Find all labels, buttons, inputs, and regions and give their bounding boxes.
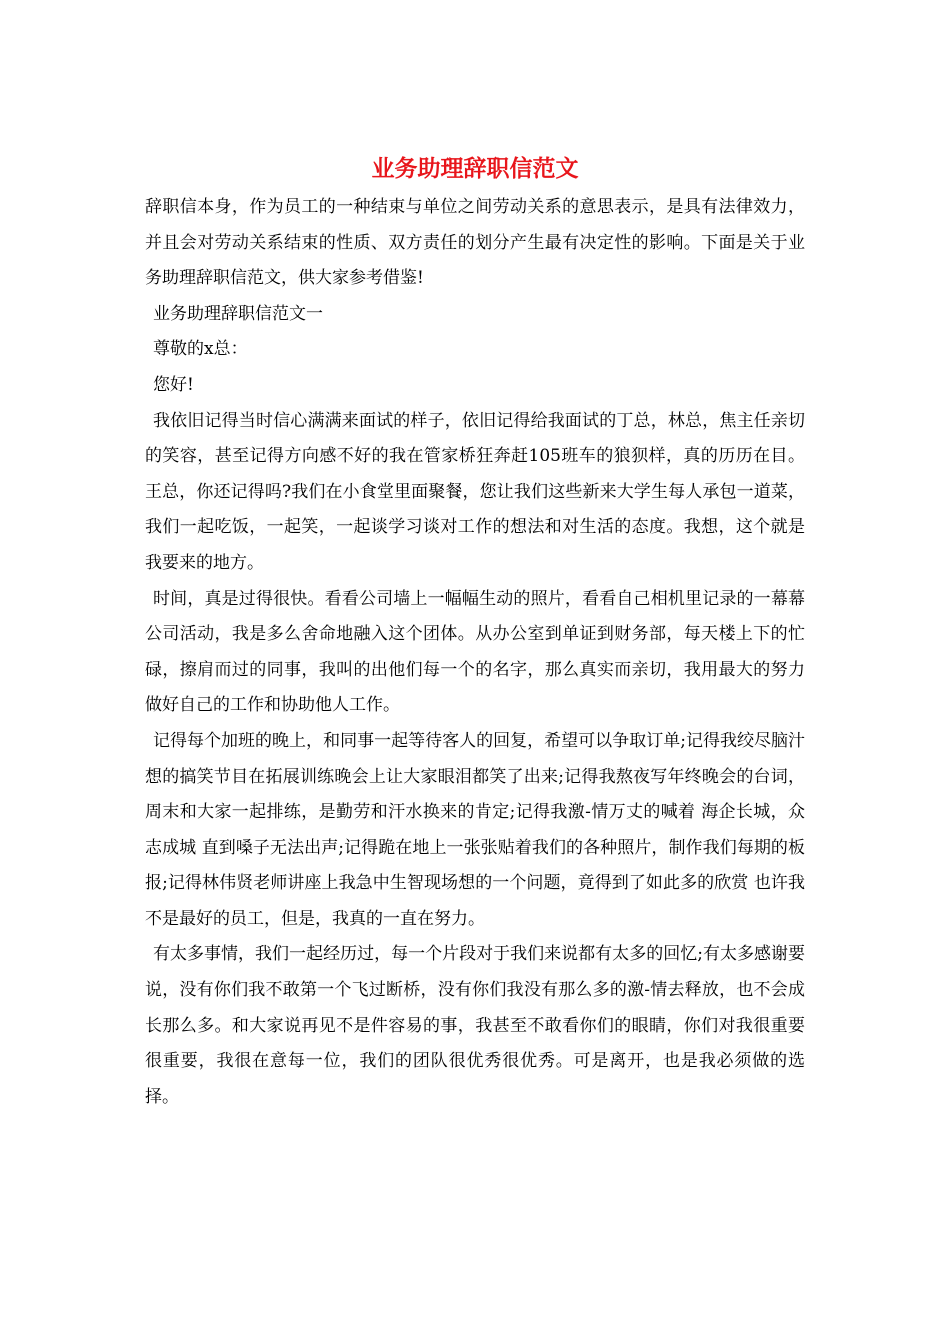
- section-heading: 业务助理辞职信范文一: [153, 303, 323, 324]
- greeting: 您好!: [153, 374, 194, 395]
- body-paragraph: 有太多事情，我们一起经历过，每一个片段对于我们来说都有太多的回忆;有太多感谢要说，没有你们我不敢第一个飞过断桥，没有你们我没有那么多的激-情去释放，也不会成长那么多。和大家说再见不是件容易的事，我甚至不敢看你们的眼睛，你们对我很重要很重要，我很在意每一位，我们的团队很优秀很优秀。可是离开，也是我必须做的选择。: [145, 944, 805, 1107]
- intro-paragraph: 辞职信本身，作为员工的一种结束与单位之间劳动关系的意思表示，是具有法律效力，并且会对劳动关系结束的性质、双方责任的划分产生最有决定性的影响。下面是关于业务助理辞职信范文，供大家参考借鉴!: [145, 197, 805, 289]
- body-paragraph: 我依旧记得当时信心满满来面试的样子，依旧记得给我面试的丁总，林总，焦主任亲切的笑容，甚至记得方向感不好的我在管家桥狂奔赶105班车的狼狈样，真的历历在目。王总，你还记得吗?我们在小食堂里面聚餐，您让我们这些新来大学生每人承包一道菜，我们一起吃饭，一起笑，一起谈学习谈对工作的想法和对生活的态度。我想，这个就是我要来的地方。: [145, 410, 805, 573]
- document-body: [145, 190, 805, 1115]
- body-paragraph: 记得每个加班的晚上，和同事一起等待客人的回复，希望可以争取订单;记得我绞尽脑汁想的搞笑节目在拓展训练晚会上让大家眼泪都笑了出来;记得我熬夜写年终晚会的台词，周末和大家一起排练，是勤劳和汗水换来的肯定;记得我激-情万丈的喊着 海企长城，众志成城 直到嗓子无法出声;记得跪在地上一张张贴着我们的各种照片，制作我们每期的板报;记得林伟贤老师讲座上我急中生智现场想的一个问题，竟得到了如此多的欣赏 也许我不是最好的员工，但是，我真的一直在努力。: [145, 730, 805, 929]
- body-paragraph: 时间，真是过得很快。看看公司墙上一幅幅生动的照片，看看自己相机里记录的一幕幕公司活动，我是多么舍命地融入这个团体。从办公室到单证到财务部，每天楼上下的忙碌，擦肩而过的同事，我叫的出他们每一个的名字，那么真实而亲切，我用最大的努力做好自己的工作和协助他人工作。: [145, 588, 805, 716]
- salutation: 尊敬的x总：: [153, 339, 248, 360]
- document-title: 业务助理辞职信范文: [371, 155, 579, 182]
